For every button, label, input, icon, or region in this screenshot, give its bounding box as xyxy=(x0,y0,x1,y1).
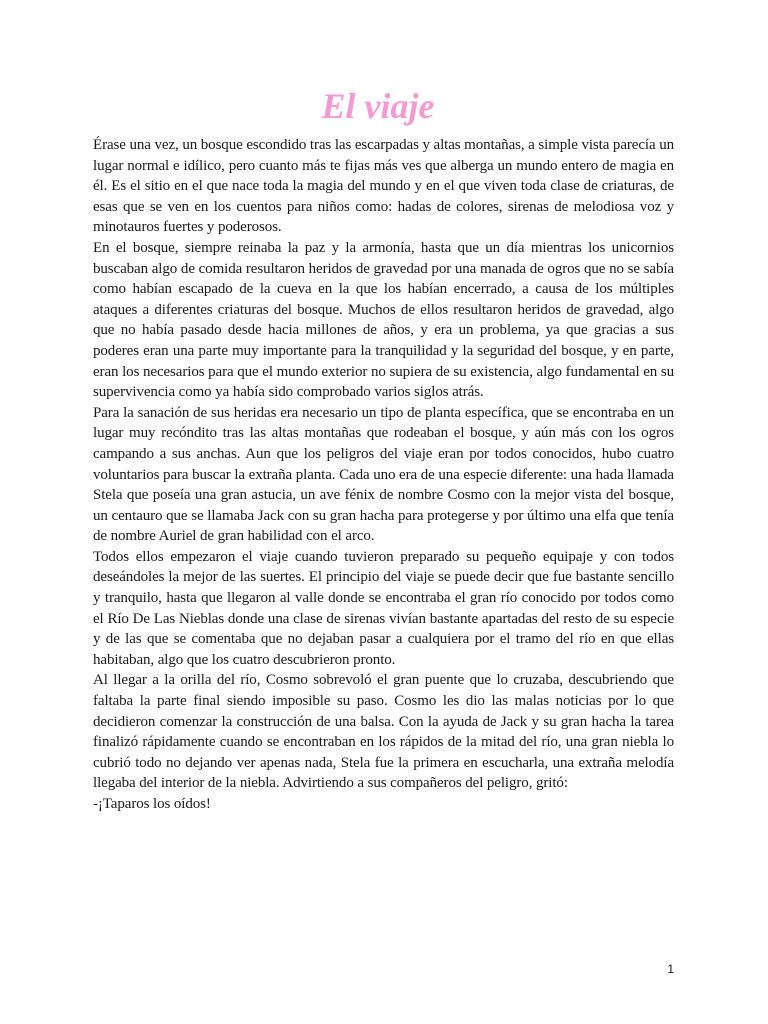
paragraph: -¡Taparos los oídos! xyxy=(93,796,211,812)
paragraph: Todos ellos empezaron el viaje cuando tuvieron preparado su pequeño equipaje y con todos deseándoles la mejor de las suertes. El principio del viaje se puede decir que fue bastante sencillo y tranquilo, hasta que llegaron al valle donde se encontraba el gran río conocido por todos como el Río De Las Nieblas donde una clase de sirenas vivían bastante apartadas del resto de su especie y de las que se comentaba que no dejaban pasar a cualquiera por el tramo del río en que ellas habitaban, algo que los cuatro descubrieron pronto. xyxy=(93,548,674,668)
page-number: 1 xyxy=(667,962,674,976)
paragraph: Érase una vez, un bosque escondido tras las escarpadas y altas montañas, a simple vista parecía un lugar normal e idílico, pero cuanto más te fijas más ves que alberga un mundo entero de magia en él. Es el sitio en el que nace toda la magia del mundo y en el que viven toda clase de criaturas, de esas que se ven en los cuentos para niños como: hadas de colores, sirenas de melodiosa voz y minotauros fuertes y poderosos. xyxy=(93,137,674,236)
document-body xyxy=(93,135,674,815)
paragraph: Al llegar a la orilla del río, Cosmo sobrevoló el gran puente que lo cruzaba, descubriendo que faltaba la parte final siendo imposible su paso. Cosmo les dio las malas noticias por lo que decidieron comenzar la construcción de una balsa. Con la ayuda de Jack y su gran hacha la tarea finalizó rápidamente cuando se encontraban en los rápidos de la mitad del río, una gran niebla lo cubrió todo no dejando ver apenas nada, Stela fue la primera en escucharla, una extraña melodía llegaba del interior de la niebla. Advirtiendo a sus compañeros del peligro, gritó: xyxy=(93,672,674,792)
paragraph: Para la sanación de sus heridas era necesario un tipo de planta específica, que se encontraba en un lugar muy recóndito tras las altas montañas que rodeaban el bosque, y aún más con los ogros campando a sus anchas. Aun que los peligros del viaje eran por todos conocidos, hubo cuatro voluntarios para buscar la extraña planta. Cada uno era de una especie diferente: una hada llamada Stela que poseía una gran astucia, un ave fénix de nombre Cosmo con la mejor vista del bosque, un centauro que se llamaba Jack con su gran hacha para protegerse y por último una elfa que tenía de nombre Auriel de gran habilidad con el arco. xyxy=(93,404,674,545)
document-title: El viaje xyxy=(321,86,435,126)
paragraph: En el bosque, siempre reinaba la paz y la armonía, hasta que un día mientras los unicornios buscaban algo de comida resultaron heridos de gravedad por una manada de ogros que no se sabía como habían escapado de la cueva en la que los habían encerrado, a causa de los múltiples ataques a diferentes criaturas del bosque. Muchos de ellos resultaron heridos de gravedad, algo que no había pasado desde hacia millones de años, y era un problema, ya que gracias a sus poderes eran una parte muy importante para la tranquilidad y la seguridad del bosque, y en parte, eran los necesarios para que el mundo exterior no supiera de su existencia, algo fundamental en su supervivencia como ya había sido comprobado varios siglos atrás. xyxy=(93,239,674,401)
